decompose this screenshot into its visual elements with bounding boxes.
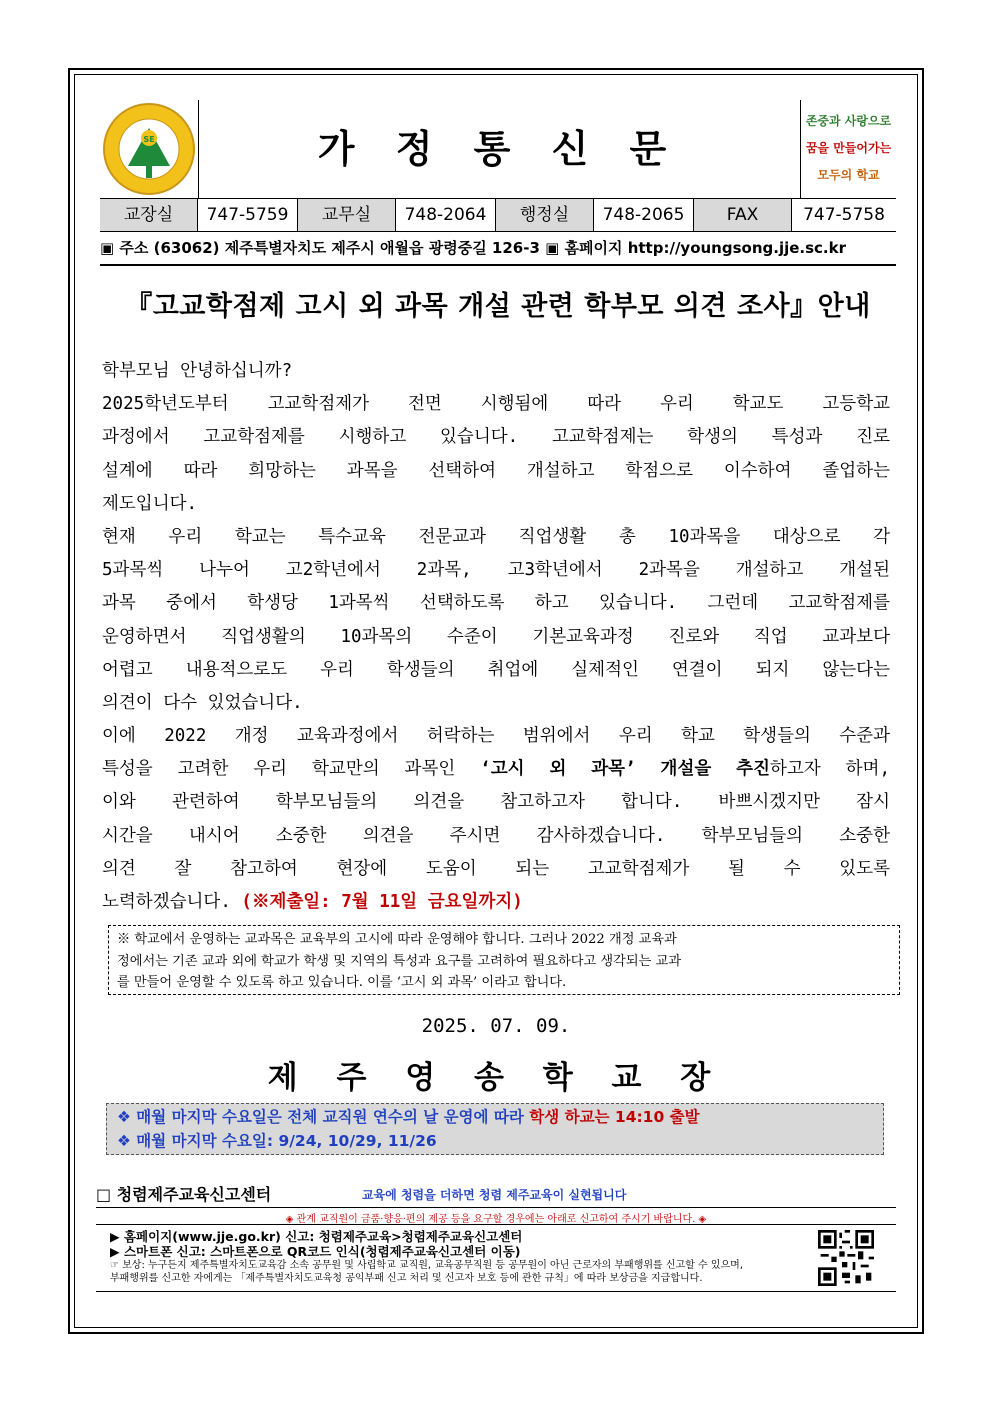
report-homepage-line: ▶ 홈페이지(www.jje.go.kr) 신고: 청렴제주교육>청렴제주교육신고센터 — [110, 1229, 523, 1244]
body-line — [102, 886, 890, 919]
slogan-line-1: 존중과 사랑으로 — [805, 114, 892, 128]
body-line: 5과목씩 나누어 고2학년에서 2과목, 고3학년에서 2과목을 개설하고 개설된 — [102, 560, 890, 581]
body-line: 제도입니다. — [102, 493, 198, 514]
deadline-text: (※제출일: 7월 11일 금요일까지) — [241, 892, 523, 912]
body-line — [102, 753, 890, 786]
logo-center-text: SE — [143, 135, 155, 144]
school-logo-icon — [100, 100, 198, 198]
notice-text: ❖ 매월 마지막 수요일은 전체 교직원 연수의 날 운영에 따라 — [117, 1108, 530, 1126]
newsletter-header — [100, 100, 896, 266]
monthly-notice-box — [106, 1103, 884, 1155]
slogan-line-2: 꿈을 만들어가는 — [805, 141, 892, 155]
qr-code-icon[interactable] — [818, 1230, 874, 1286]
phone-label-principal: 교장실 — [100, 199, 198, 231]
report-slogan: 교육에 청렴을 더하면 청렴 제주교육이 실현됩니다 — [362, 1188, 627, 1202]
body-line: 시간을 내시어 소중한 의견을 주시면 감사하겠습니다. 학부모님들의 소중한 — [102, 825, 890, 846]
school-address: ▣ 주소 (63062) 제주특별자치도 제주시 애월읍 광령중길 126-3 ▣ 홈페이지 http://youngsong.jje.sc.kr — [100, 232, 896, 266]
footnote-line: ※ 학교에서 운영하는 교과목은 교육부의 고시에 따라 운영해야 합니다. 그러나 2022 개정 교육과 — [117, 932, 677, 947]
phone-label-teachers: 교무실 — [298, 199, 396, 231]
report-subtitle: ◈ 관계 교직원이 금품·향응·편의 제공 등을 요구할 경우에는 아래로 신고하여 주시기 바랍니다. ◈ — [285, 1214, 707, 1225]
body-line: 2025학년도부터 고교학점제가 전면 시행됨에 따라 우리 학교도 고등학교 — [102, 394, 890, 415]
footnote-line: 정에서는 기존 교과 외에 학교가 학생 및 지역의 특성과 요구를 고려하여 필요하다고 생각되는 교과 — [117, 953, 682, 969]
body-line-part: 하고자 하며, — [770, 759, 890, 780]
footnote-box — [108, 925, 900, 995]
letter-body — [102, 355, 890, 919]
phone-label-fax: FAX — [694, 199, 792, 231]
report-smartphone-line: ▶ 스마트폰 신고: 스마트폰으로 QR코드 인식(청렴제주교육신고센터 이동) — [110, 1244, 521, 1259]
body-line: 운영하면서 직업생활의 10과목의 수준이 기본교육과정 진로와 직업 교과보다 — [102, 626, 890, 647]
footnote-line: 를 만들어 운영할 수 있도록 하고 있습니다. 이를 ‘고시 외 과목’ 이라고 합니다. — [117, 975, 567, 990]
report-details — [110, 1229, 743, 1285]
slogan-line-3: 모두의 학교 — [817, 168, 880, 182]
body-line: 과정에서 고교학점제를 시행하고 있습니다. 고교학점제는 학생의 특성과 진로 — [102, 427, 890, 448]
body-line: 학부모님 안녕하십니까? — [102, 361, 293, 381]
report-divider — [96, 1207, 896, 1208]
letter-heading: 『고교학점제 고시 외 과목 개설 관련 학부모 의견 조사』안내 — [125, 291, 871, 322]
body-line: 과목 중에서 학생당 1과목씩 선택하도록 하고 있습니다. 그런데 고교학점제를 — [102, 593, 890, 614]
report-reward-line: 부패행위를 신고한 자에게는 「제주특별자치도교육청 공익부패 신고 처리 및 신고자 보호 등에 관한 규칙」에 따라 보상금을 지급합니다. — [110, 1273, 703, 1284]
notice-highlight: 학생 하교는 14:10 출발 — [529, 1108, 700, 1126]
body-line: 현재 우리 학교는 특수교육 전문교과 직업생활 총 10과목을 대상으로 각 — [102, 526, 890, 547]
body-line: 이에 2022 개정 교육과정에서 허락하는 범위에서 우리 학교 학생들의 수준과 — [102, 726, 890, 747]
issue-date: 2025. 07. 09. — [421, 1015, 571, 1037]
body-line: 의견 잘 참고하여 현장에 도움이 되는 고교학점제가 될 수 있도록 — [102, 858, 890, 879]
notice-line — [117, 1105, 873, 1129]
body-line: 설계에 따라 희망하는 과목을 선택하여 개설하고 학점으로 이수하여 졸업하는 — [102, 460, 890, 481]
phone-value-admin: 748-2065 — [594, 199, 694, 231]
report-center-title: □ 청렴제주교육신고센터 — [96, 1185, 272, 1204]
phone-value-fax: 747-5758 — [803, 205, 885, 225]
phone-value-principal: 747-5759 — [198, 199, 298, 231]
body-line: 의견이 다수 있었습니다. — [102, 692, 303, 713]
body-line-part: 특성을 고려한 우리 학교만의 과목인 — [102, 759, 481, 780]
emphasis-text: ‘고시 외 과목’ 개설을 추진 — [480, 759, 770, 780]
school-logo — [100, 100, 199, 198]
report-reward-line: ☞ 보상: 누구든지 제주특별자치도교육감 소속 공무원 및 사립학교 교직원, 교육공무직원 등 공무원이 아닌 근로자의 부패행위를 신고할 수 있으며, — [110, 1260, 744, 1271]
notice-line: ❖ 매월 마지막 수요일: 9/24, 10/29, 11/26 — [117, 1132, 437, 1150]
newsletter-title: 가 정 통 신 문 — [317, 126, 681, 171]
phone-label-admin: 행정실 — [496, 199, 594, 231]
body-line: 이와 관련하여 학부모님들의 의견을 참고하고자 합니다. 바쁘시겠지만 잠시 — [102, 792, 890, 813]
principal-signature: 제 주 영 송 학 교 장 — [267, 1060, 725, 1096]
school-slogan — [800, 100, 896, 198]
body-line: 어렵고 내용적으로도 우리 학생들의 취업에 실제적인 연결이 되지 않는다는 — [102, 659, 890, 680]
phone-value-teachers: 748-2064 — [396, 199, 496, 231]
body-line-part: 노력하겠습니다. — [102, 892, 242, 912]
phone-directory — [100, 198, 896, 232]
